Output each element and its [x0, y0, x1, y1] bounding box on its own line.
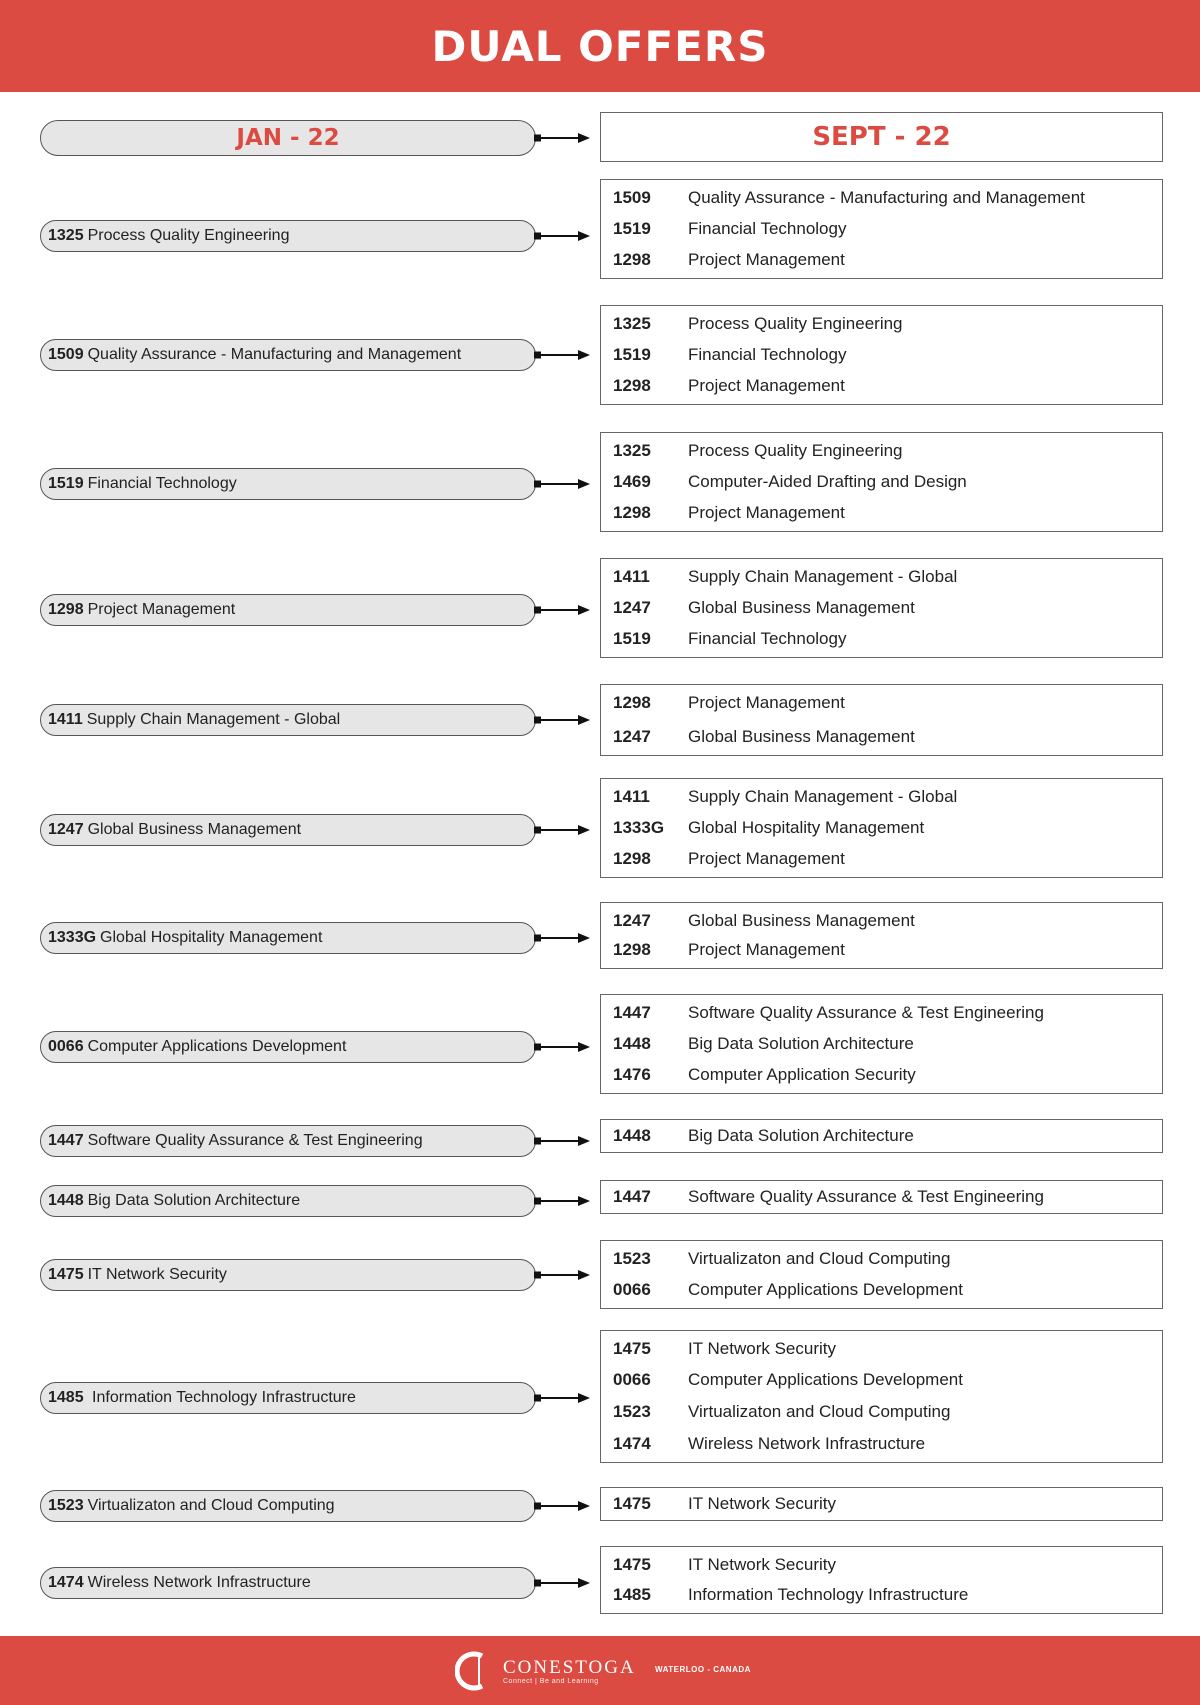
offer-code: 1247 — [613, 726, 651, 746]
program-code: 1333G — [48, 929, 97, 946]
program-pill — [40, 1185, 536, 1217]
offer-name: Global Business Management — [688, 597, 915, 617]
program-pill — [40, 339, 536, 371]
program-code: 1519 — [48, 475, 84, 492]
offer-name: Big Data Solution Architecture — [688, 1033, 914, 1053]
offer-name: Global Business Management — [688, 726, 915, 746]
offer-item — [613, 1493, 1156, 1515]
offer-name: Project Management — [688, 375, 845, 395]
offer-code: 1247 — [613, 597, 651, 617]
offer-item — [613, 440, 1156, 462]
offer-item — [613, 375, 1156, 397]
offer-name: Project Management — [688, 249, 845, 269]
offer-code: 1485 — [613, 1584, 651, 1604]
offer-box — [600, 1119, 1163, 1153]
offer-code: 1519 — [613, 218, 651, 238]
offer-box — [600, 1330, 1163, 1463]
arrow-icon — [534, 1135, 590, 1147]
program-pill — [40, 220, 536, 252]
offer-box — [600, 684, 1163, 756]
offer-item — [613, 1064, 1156, 1086]
offer-name: Project Management — [688, 939, 845, 959]
offer-item — [613, 471, 1156, 493]
arrow-icon — [534, 1392, 590, 1404]
offer-box — [600, 1180, 1163, 1214]
program-name: Process Quality Engineering — [87, 227, 290, 244]
offer-code: 1447 — [613, 1186, 651, 1206]
page-header — [0, 0, 1200, 92]
offer-code: 1298 — [613, 375, 651, 395]
offer-name: Supply Chain Management - Global — [688, 566, 958, 586]
offer-name: Information Technology Infrastructure — [688, 1584, 969, 1604]
offer-name: Financial Technology — [688, 344, 847, 364]
offer-box — [600, 558, 1163, 658]
offer-name: Supply Chain Management - Global — [688, 786, 958, 806]
offer-box — [600, 902, 1163, 969]
program-name: Supply Chain Management - Global — [86, 711, 341, 728]
location-label: WATERLOO - CANADA — [655, 1665, 751, 1674]
offer-code: 1523 — [613, 1401, 651, 1421]
offer-item — [613, 249, 1156, 271]
offer-item — [613, 597, 1156, 619]
offer-code: 1523 — [613, 1248, 651, 1268]
conestoga-c-icon — [455, 1651, 489, 1691]
offer-name: Computer Applications Development — [688, 1279, 963, 1299]
offer-item — [613, 313, 1156, 335]
offer-code: 1298 — [613, 939, 651, 959]
offer-name: Project Management — [688, 848, 845, 868]
program-name: Financial Technology — [87, 475, 237, 492]
offer-code: 1475 — [613, 1338, 651, 1358]
offer-code: 1509 — [613, 187, 651, 207]
offer-item — [613, 344, 1156, 366]
program-pill — [40, 1567, 536, 1599]
program-name: Global Business Management — [87, 821, 302, 838]
offer-name: Wireless Network Infrastructure — [688, 1433, 926, 1453]
offer-code: 1411 — [613, 566, 650, 586]
logo-tagline: Connect | Be and Learning — [503, 1677, 599, 1685]
offer-box — [600, 179, 1163, 279]
offer-code: 0066 — [613, 1279, 651, 1299]
arrow-icon — [534, 714, 590, 726]
offer-name: Financial Technology — [688, 218, 847, 238]
offer-item — [613, 1554, 1156, 1576]
offer-code: 1325 — [613, 313, 651, 333]
offer-name: Process Quality Engineering — [688, 313, 903, 333]
program-pill — [40, 1382, 536, 1414]
offer-code: 1447 — [613, 1002, 651, 1022]
program-code: 1485 — [48, 1389, 84, 1406]
program-name: Quality Assurance - Manufacturing and Management — [87, 346, 462, 363]
program-name: Software Quality Assurance & Test Engineering — [87, 1132, 423, 1149]
intake-sept-label: SEPT - 22 — [812, 122, 951, 152]
offer-item — [613, 848, 1156, 870]
offer-item — [613, 1279, 1156, 1301]
arrow-icon — [534, 932, 590, 944]
intake-sept-header — [600, 112, 1163, 162]
offer-item — [613, 910, 1156, 932]
offer-box — [600, 305, 1163, 405]
offer-item — [613, 786, 1156, 808]
offer-item — [613, 566, 1156, 588]
offer-name: Project Management — [688, 502, 845, 522]
program-name: IT Network Security — [87, 1266, 227, 1283]
offer-item — [613, 692, 1156, 714]
offer-code: 1247 — [613, 910, 651, 930]
intake-jan-label: JAN - 22 — [236, 125, 340, 151]
offer-code: 1474 — [613, 1433, 651, 1453]
offer-name: IT Network Security — [688, 1493, 837, 1513]
offer-item — [613, 502, 1156, 524]
arrow-icon — [534, 230, 590, 242]
page-title: DUAL OFFERS — [431, 21, 769, 71]
offer-code: 0066 — [613, 1370, 651, 1390]
program-code: 1411 — [48, 711, 83, 728]
program-pill — [40, 1259, 536, 1291]
offer-code: 1469 — [613, 471, 651, 491]
program-pill — [40, 814, 536, 846]
offer-item — [613, 1584, 1156, 1606]
program-pill — [40, 468, 536, 500]
program-code: 1509 — [48, 346, 84, 363]
offer-code: 1333G — [613, 817, 665, 837]
offer-item — [613, 1186, 1156, 1208]
program-name: Information Technology Infrastructure — [87, 1389, 356, 1406]
offer-box — [600, 994, 1163, 1094]
arrow-icon — [534, 349, 590, 361]
offer-item — [613, 1033, 1156, 1055]
program-code: 1523 — [48, 1497, 84, 1514]
arrow-icon — [534, 478, 590, 490]
offer-item — [613, 1433, 1156, 1455]
offer-item — [613, 1338, 1156, 1360]
logo-name: CONESTOGA — [503, 1656, 636, 1678]
program-name: Virtualizaton and Cloud Computing — [87, 1497, 335, 1514]
arrow-icon — [534, 1577, 590, 1589]
program-pill — [40, 1125, 536, 1157]
offer-name: Quality Assurance - Manufacturing and Management — [688, 187, 1085, 207]
offer-box — [600, 1240, 1163, 1309]
offer-item — [613, 218, 1156, 240]
offer-item — [613, 1248, 1156, 1270]
arrow-icon — [534, 1195, 590, 1207]
conestoga-logo — [455, 1648, 636, 1694]
offer-name: Financial Technology — [688, 628, 847, 648]
offer-box — [600, 778, 1163, 878]
offer-name: Virtualizaton and Cloud Computing — [688, 1248, 951, 1268]
offer-code: 1475 — [613, 1493, 651, 1513]
offer-item — [613, 939, 1156, 961]
program-pill — [40, 1490, 536, 1522]
program-code: 1447 — [48, 1132, 84, 1149]
offer-name: Global Business Management — [688, 910, 915, 930]
program-pill — [40, 594, 536, 626]
offer-name: Virtualizaton and Cloud Computing — [688, 1401, 951, 1421]
offer-code: 1298 — [613, 848, 651, 868]
offer-box — [600, 432, 1163, 532]
program-pill — [40, 1031, 536, 1063]
offer-code: 1298 — [613, 502, 651, 522]
arrow-icon — [534, 604, 590, 616]
program-name: Global Hospitality Management — [100, 929, 323, 946]
offer-name: Software Quality Assurance & Test Engineering — [688, 1002, 1044, 1022]
offer-item — [613, 628, 1156, 650]
offer-item — [613, 1125, 1156, 1147]
program-code: 1247 — [48, 821, 84, 838]
offer-code: 1298 — [613, 249, 651, 269]
offer-item — [613, 726, 1156, 748]
program-name: Wireless Network Infrastructure — [87, 1574, 311, 1591]
offer-code: 1475 — [613, 1554, 651, 1574]
arrow-icon — [534, 1500, 590, 1512]
offer-item — [613, 1002, 1156, 1024]
program-code: 1475 — [48, 1266, 84, 1283]
offer-item — [613, 187, 1156, 209]
arrow-icon — [534, 824, 590, 836]
offer-item — [613, 1369, 1156, 1391]
program-code: 1448 — [48, 1192, 84, 1209]
program-pill — [40, 922, 536, 954]
program-pill — [40, 704, 536, 736]
offer-item — [613, 817, 1156, 839]
program-code: 1325 — [48, 227, 84, 244]
offer-code: 1298 — [613, 692, 651, 712]
page-footer — [0, 1636, 1200, 1705]
offer-name: Computer Application Security — [688, 1064, 916, 1084]
offer-code: 1448 — [613, 1125, 651, 1145]
offer-name: Process Quality Engineering — [688, 440, 903, 460]
arrow-icon — [534, 1269, 590, 1281]
offer-code: 1519 — [613, 628, 651, 648]
program-code: 0066 — [48, 1038, 84, 1055]
arrow-icon — [534, 132, 590, 144]
offer-code: 1411 — [613, 786, 650, 806]
arrow-icon — [534, 1041, 590, 1053]
program-code: 1474 — [48, 1574, 84, 1591]
program-name: Project Management — [87, 601, 236, 618]
offer-box — [600, 1546, 1163, 1614]
offer-name: Project Management — [688, 692, 845, 712]
offer-name: IT Network Security — [688, 1338, 837, 1358]
offer-code: 1476 — [613, 1064, 651, 1084]
offer-code: 1448 — [613, 1033, 651, 1053]
offer-name: Computer Applications Development — [688, 1370, 963, 1390]
offer-name: Big Data Solution Architecture — [688, 1125, 914, 1145]
offer-code: 1325 — [613, 440, 651, 460]
offer-code: 1519 — [613, 344, 651, 364]
program-name: Big Data Solution Architecture — [87, 1192, 301, 1209]
offer-name: IT Network Security — [688, 1554, 837, 1574]
offer-item — [613, 1401, 1156, 1423]
offer-name: Computer-Aided Drafting and Design — [688, 471, 967, 491]
offer-name: Global Hospitality Management — [688, 817, 925, 837]
program-name: Computer Applications Development — [87, 1038, 347, 1055]
program-code: 1298 — [48, 601, 84, 618]
intake-jan-header — [40, 120, 536, 156]
offer-name: Software Quality Assurance & Test Engineering — [688, 1186, 1044, 1206]
offer-box — [600, 1487, 1163, 1521]
